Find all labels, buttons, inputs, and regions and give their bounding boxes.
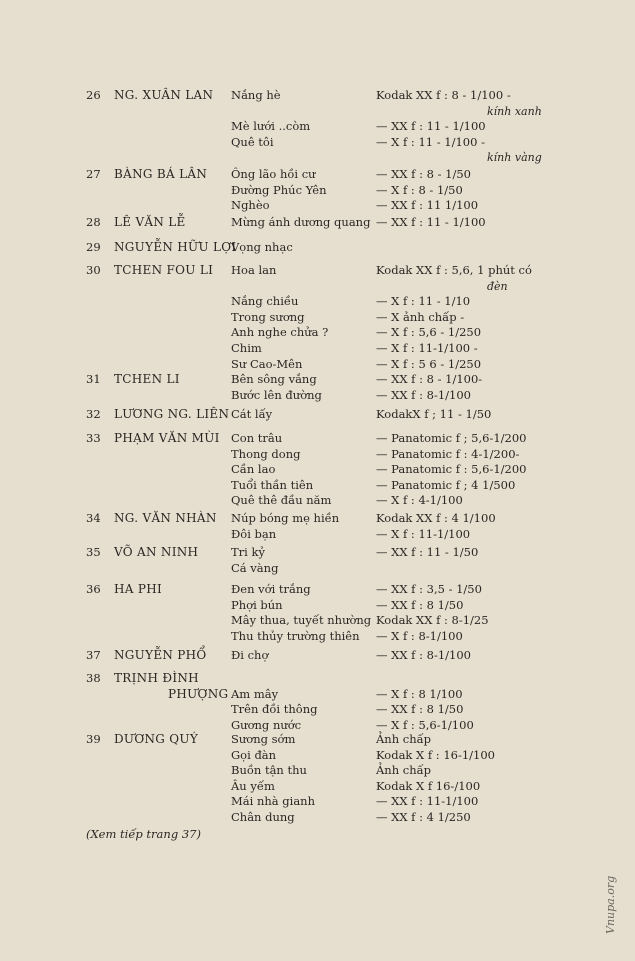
entry-number: 33 xyxy=(86,431,101,445)
entry-number: 28 xyxy=(86,215,101,229)
catalog-entry xyxy=(0,511,635,542)
work-row xyxy=(0,527,635,543)
camera-settings: — XX f : 11 - 1/100 xyxy=(376,119,486,134)
photo-title: Núp bóng mẹ hiền xyxy=(231,511,340,525)
work-row xyxy=(0,493,635,509)
work-row xyxy=(0,310,635,326)
work-row xyxy=(0,748,635,764)
camera-settings: Kodak X f 16-/100 xyxy=(376,778,481,793)
work-row xyxy=(0,810,635,826)
photo-title: Mái nhà gianh xyxy=(231,794,315,809)
work-row xyxy=(0,629,635,645)
photo-title: Đi chợ xyxy=(231,648,269,662)
photo-title: Gương nước xyxy=(231,717,302,732)
watermark: Vnupa.org xyxy=(604,875,617,934)
photographer-name: BÀNG BÁ LÂN xyxy=(114,167,208,181)
photographer-name: TRỊNH ĐÌNH xyxy=(114,671,199,685)
camera-settings: — X f : 11-1/100 - xyxy=(376,340,478,355)
photographer-name: NGUYỄN PHỔ xyxy=(114,648,207,662)
photo-title: Bên sông vắng xyxy=(231,372,317,386)
photo-title: Am mây xyxy=(231,686,279,701)
catalog-entry xyxy=(0,431,635,509)
photo-title: Mè lưới ..còm xyxy=(231,119,311,134)
photo-title: Thong dong xyxy=(231,446,301,461)
photo-title: Mừng ánh dương quang xyxy=(231,215,371,229)
camera-settings: — XX f : 11 - 1/50 xyxy=(376,545,479,559)
camera-settings: — XX f : 8 1/50 xyxy=(376,702,464,717)
photo-title: Chân dung xyxy=(231,809,295,824)
work-row xyxy=(0,648,635,664)
photo-title: Sương sớm xyxy=(231,732,296,746)
photo-title: Nghèo xyxy=(231,198,270,213)
entry-number: 35 xyxy=(86,545,101,559)
work-row xyxy=(0,511,635,527)
camera-settings: Kodak XX f : 5,6, 1 phút có xyxy=(376,263,532,277)
work-row xyxy=(0,794,635,810)
catalog-entry xyxy=(0,167,635,214)
camera-settings: KodakX f ; 11 - 1/50 xyxy=(376,407,492,421)
camera-settings: — X f : 11 - 1/100 - xyxy=(376,134,485,149)
photo-title: Nắng chiều xyxy=(231,294,299,309)
photo-title: Cá vàng xyxy=(231,560,279,575)
camera-settings: — Panatomic f : 4-1/200- xyxy=(376,446,520,461)
work-row xyxy=(0,294,635,310)
photographer-name: TCHEN FOU LI xyxy=(114,263,214,277)
entry-number: 37 xyxy=(86,648,101,662)
work-row xyxy=(0,183,635,199)
camera-settings: — X f : 5,6 - 1/250 xyxy=(376,325,482,340)
catalog-entry xyxy=(0,407,635,423)
work-row xyxy=(0,431,635,447)
work-row xyxy=(0,372,635,388)
camera-settings: — X f : 5,6-1/100 xyxy=(376,717,474,732)
settings-note: đèn xyxy=(487,279,508,293)
catalog-entry xyxy=(0,687,635,703)
catalog-entry xyxy=(0,648,635,664)
camera-settings: — X f : 8 - 1/50 xyxy=(376,182,463,197)
work-row xyxy=(0,407,635,423)
catalog-entry xyxy=(0,263,635,372)
catalog-entry xyxy=(0,240,635,256)
camera-settings: Ảnh chấp xyxy=(376,732,432,746)
camera-settings: Kodak XX f : 4 1/100 xyxy=(376,511,496,525)
work-row xyxy=(0,104,635,120)
camera-settings: — X f : 8 1/100 xyxy=(376,686,463,701)
work-row xyxy=(0,119,635,135)
camera-settings: — X f : 11-1/100 xyxy=(376,526,471,541)
work-row xyxy=(0,462,635,478)
work-row xyxy=(0,779,635,795)
entry-number: 34 xyxy=(86,511,101,525)
work-row xyxy=(0,150,635,166)
camera-settings: — XX f : 11 1/100 xyxy=(376,198,479,213)
catalog-entry xyxy=(0,732,635,826)
photo-title: Trên đồi thông xyxy=(231,702,318,717)
photographer-name: PHƯỢNG xyxy=(168,687,229,701)
work-row xyxy=(0,88,635,104)
photographer-name: NG. VĂN NHÀN xyxy=(114,511,217,525)
photo-title: Mây thua, tuyết nhường xyxy=(231,613,372,628)
photo-title: Cát lấy xyxy=(231,407,273,421)
camera-settings: — X f : 11 - 1/10 xyxy=(376,294,471,309)
work-row xyxy=(0,732,635,748)
work-row xyxy=(0,613,635,629)
work-row xyxy=(0,388,635,404)
photo-title: Đường Phúc Yên xyxy=(231,182,327,197)
photo-title: Tri kỷ xyxy=(231,545,265,559)
photo-title: Chim xyxy=(231,340,262,355)
work-row xyxy=(0,135,635,151)
photo-title: Quê thê đầu năm xyxy=(231,493,332,508)
catalog-entry xyxy=(0,545,635,576)
camera-settings: — X f : 5 6 - 1/250 xyxy=(376,356,482,371)
work-row xyxy=(0,582,635,598)
photo-title: Tuổi thần tiên xyxy=(231,477,314,492)
work-row xyxy=(0,545,635,561)
photo-title: Con trâu xyxy=(231,431,283,445)
work-row xyxy=(0,702,635,718)
photographer-name: VÕ AN NINH xyxy=(114,545,199,559)
camera-settings: — XX f : 3,5 - 1/50 xyxy=(376,582,482,596)
photographer-name: HA PHI xyxy=(114,582,163,596)
catalog-entry xyxy=(0,88,635,166)
work-row xyxy=(0,447,635,463)
work-row xyxy=(0,215,635,231)
camera-settings: — Panatomic f : 5,6-1/200 xyxy=(376,462,527,477)
camera-settings: — X ảnh chấp - xyxy=(376,309,465,324)
camera-settings: — XX f : 8 - 1/100- xyxy=(376,372,483,386)
entry-number: 26 xyxy=(86,88,101,102)
work-row xyxy=(0,561,635,577)
photo-title: Thu thủy trường thiên xyxy=(231,628,360,643)
camera-settings: — X f : 8-1/100 xyxy=(376,628,463,643)
photo-title: Quê tôi xyxy=(231,134,274,149)
entry-number: 36 xyxy=(86,582,101,596)
work-row xyxy=(0,341,635,357)
photo-title: Cần lao xyxy=(231,462,276,477)
camera-settings: Kodak XX f : 8 - 1/100 - xyxy=(376,88,511,102)
camera-settings: Ảnh chấp xyxy=(376,763,432,778)
work-row xyxy=(0,279,635,295)
camera-settings: — X f : 4-1/100 xyxy=(376,493,463,508)
entry-number: 38 xyxy=(86,671,101,685)
camera-settings: Kodak X f : 16-1/100 xyxy=(376,747,495,762)
entry-number: 27 xyxy=(86,167,101,181)
work-row xyxy=(0,671,635,687)
photographer-name: NGUYỄN HỮU LỢI xyxy=(114,240,237,254)
catalog-entry xyxy=(0,372,635,403)
work-row xyxy=(0,167,635,183)
camera-settings: — XX f : 11 - 1/100 xyxy=(376,215,486,229)
entry-number: 29 xyxy=(86,240,101,254)
photo-title: Đen với trắng xyxy=(231,582,311,596)
camera-settings: — Panatomic f ; 5,6-1/200 xyxy=(376,431,527,445)
photo-title: Ông lão hồi cư xyxy=(231,167,316,181)
camera-settings: — XX f : 8-1/100 xyxy=(376,648,471,662)
work-row xyxy=(0,687,635,703)
camera-settings: Kodak XX f : 8-1/25 xyxy=(376,613,489,628)
camera-settings: — XX f : 8-1/100 xyxy=(376,387,471,402)
photographer-name: TCHEN LI xyxy=(114,372,180,386)
camera-settings: — XX f : 8 - 1/50 xyxy=(376,167,471,181)
photo-title: Anh nghe chửa ? xyxy=(231,325,329,340)
work-row xyxy=(0,263,635,279)
work-row xyxy=(0,357,635,373)
continued-note: (Xem tiếp trang 37) xyxy=(86,827,201,841)
photo-title: Đôi bạn xyxy=(231,526,277,541)
camera-settings: — Panatomic f ; 4 1/500 xyxy=(376,477,516,492)
photo-title: Nắng hè xyxy=(231,88,281,102)
photographer-name: LÊ VĂN LỄ xyxy=(114,215,186,229)
photographer-name: LƯƠNG NG. LIÊN xyxy=(114,407,230,421)
work-row xyxy=(0,478,635,494)
photo-title: Vọng nhạc xyxy=(231,240,293,254)
work-row xyxy=(0,198,635,214)
photo-title: Buồn tận thu xyxy=(231,763,307,778)
photo-title: Gọi đàn xyxy=(231,747,277,762)
photo-title: Sư Cao-Mên xyxy=(231,356,303,371)
photographer-name: NG. XUÂN LAN xyxy=(114,88,214,102)
catalog-entry xyxy=(0,582,635,644)
camera-settings: — XX f : 8 1/50 xyxy=(376,597,464,612)
settings-note: kính xanh xyxy=(487,104,542,118)
settings-note: kính vàng xyxy=(487,151,542,165)
entry-number: 30 xyxy=(86,263,101,277)
photo-title: Phợi bún xyxy=(231,597,283,612)
catalog-entry xyxy=(0,215,635,231)
entry-number: 39 xyxy=(86,732,101,746)
camera-settings: — XX f : 11-1/100 xyxy=(376,794,479,809)
work-row xyxy=(0,763,635,779)
entry-number: 32 xyxy=(86,407,101,421)
photo-title: Trong sương xyxy=(231,309,305,324)
camera-settings: — XX f : 4 1/250 xyxy=(376,809,471,824)
photo-title: Hoa lan xyxy=(231,263,277,277)
work-row xyxy=(0,325,635,341)
entry-number: 31 xyxy=(86,372,101,386)
photographer-name: DƯƠNG QUÝ xyxy=(114,732,199,746)
photo-title: Bước lên đường xyxy=(231,387,322,402)
work-row xyxy=(0,240,635,256)
work-row xyxy=(0,598,635,614)
photographer-name: PHẠM VĂN MÙI xyxy=(114,431,220,445)
photo-title: Âu yếm xyxy=(231,778,275,793)
